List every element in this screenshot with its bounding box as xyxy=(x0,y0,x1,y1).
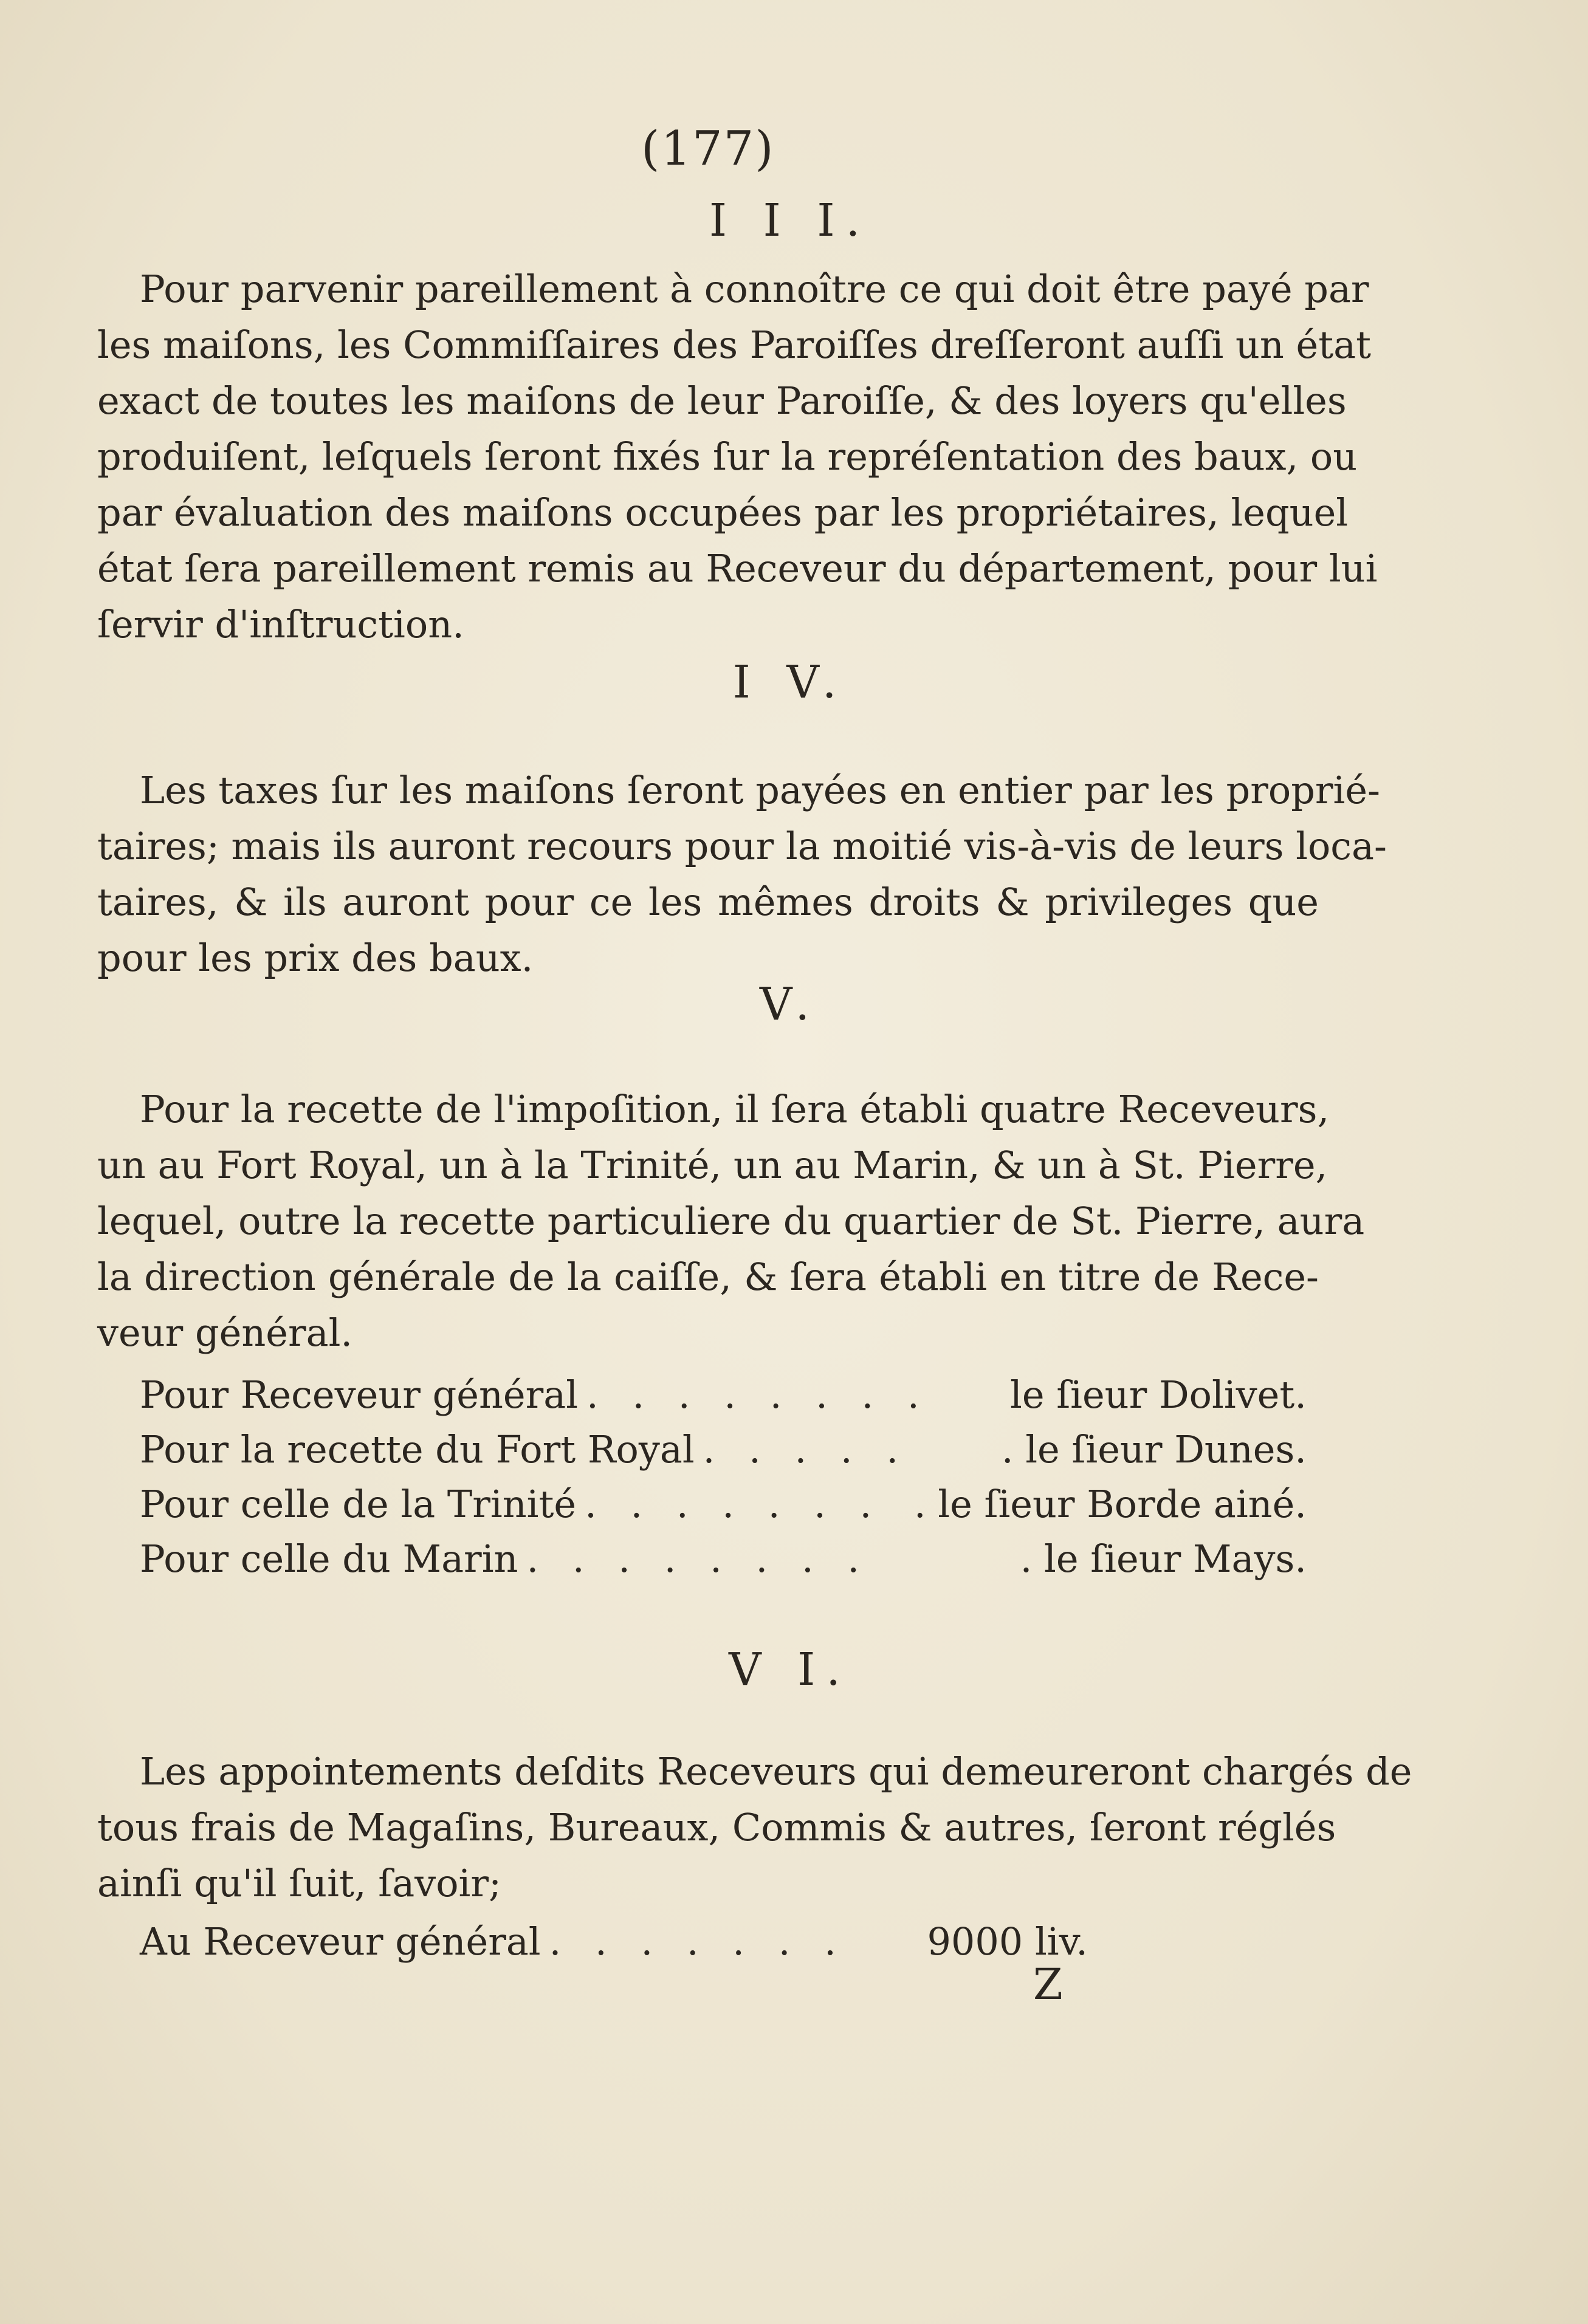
page-number: (177) xyxy=(641,122,775,176)
text-line: ainſi qu'il ſuit, ſavoir; xyxy=(97,1861,501,1905)
appointment-entry xyxy=(140,1476,1307,1532)
text-line: Les appointements deſdits Receveurs qui demeureront chargés de xyxy=(140,1749,1412,1794)
entry-label: Pour la recette du Fort Royal xyxy=(140,1427,695,1472)
text-line: exact de toutes les maiſons de leur Paroiſſe, & des loyers qu'elles xyxy=(97,379,1347,423)
text-line: veur général. xyxy=(97,1311,353,1355)
entry-value: . le ſieur Dunes. xyxy=(1001,1427,1307,1472)
section-heading-3: I I I. xyxy=(709,194,871,247)
leader-dots: . . . . . xyxy=(703,1427,910,1472)
entry-value: . le ſieur Mays. xyxy=(1020,1537,1307,1581)
text-line: pour les prix des baux. xyxy=(97,936,534,980)
text-line: tous frais de Magaſins, Bureaux, Commis & autres, ſeront réglés xyxy=(97,1805,1336,1849)
text-line: taires, & ils auront pour ce les mêmes droits & privileges que xyxy=(97,880,1319,924)
text-line: les maiſons, les Commiſſaires des Paroiſſes dreſſeront auſſi un état xyxy=(97,323,1372,367)
text-line: un au Fort Royal, un à la Trinité, un au Marin, & un à St. Pierre, xyxy=(97,1143,1328,1187)
entry-label: Pour celle de la Trinité xyxy=(140,1482,577,1526)
leader-dots: . . . . . . . xyxy=(585,1482,883,1526)
text-line: par évaluation des maiſons occupées par les propriétaires, lequel xyxy=(97,490,1349,535)
text-line: lequel, outre la recette particuliere du quartier de St. Pierre, aura xyxy=(97,1199,1365,1243)
section-heading-5: V. xyxy=(759,978,821,1030)
leader-dots: . . . . . . . xyxy=(549,1919,847,1964)
entry-value: le ſieur Dolivet. xyxy=(1009,1373,1307,1417)
text-line: Les taxes ſur les maiſons ſeront payées en entier par les proprié- xyxy=(140,768,1381,812)
appointment-entry xyxy=(140,1422,1307,1478)
text-line: état ſera pareillement remis au Receveur du département, pour lui xyxy=(97,546,1378,591)
text-line: Pour parvenir pareillement à connoître ce qui doit être payé par xyxy=(140,267,1369,311)
paragraph-section-5 xyxy=(97,1081,1365,1361)
entry-value: 9000 liv. xyxy=(927,1919,1088,1964)
paragraph-section-4 xyxy=(97,763,1387,986)
entry-label: Au Receveur général xyxy=(140,1919,541,1964)
text-line: produiſent, leſquels ſeront fixés ſur la repréſentation des baux, ou xyxy=(97,434,1358,479)
text-line: ſervir d'inſtruction. xyxy=(97,602,464,646)
entry-label: Pour celle du Marin xyxy=(140,1537,518,1581)
leader-dots: . . . . . . . . xyxy=(586,1373,930,1417)
signature-mark: Z xyxy=(1033,1959,1063,2009)
leader-dots: . . . . . . . . xyxy=(526,1537,871,1581)
text-line: taires; mais ils auront recours pour la moitié vis-à-vis de leurs loca- xyxy=(97,824,1387,868)
section-heading-4: I V. xyxy=(732,656,848,708)
text-line: la direction générale de la caiſſe, & ſera établi en titre de Rece- xyxy=(97,1255,1319,1299)
entry-label: Pour Receveur général xyxy=(140,1373,579,1417)
salary-entry xyxy=(140,1914,1088,1970)
entry-value: . le ſieur Borde ainé. xyxy=(913,1482,1307,1526)
paragraph-section-6 xyxy=(97,1744,1412,1911)
appointment-entry xyxy=(140,1367,1307,1423)
appointment-entry xyxy=(140,1531,1307,1587)
paragraph-section-3 xyxy=(97,261,1378,653)
section-heading-6: V I. xyxy=(729,1644,851,1696)
text-line: Pour la recette de l'impoſition, il ſera établi quatre Receveurs, xyxy=(140,1087,1330,1131)
